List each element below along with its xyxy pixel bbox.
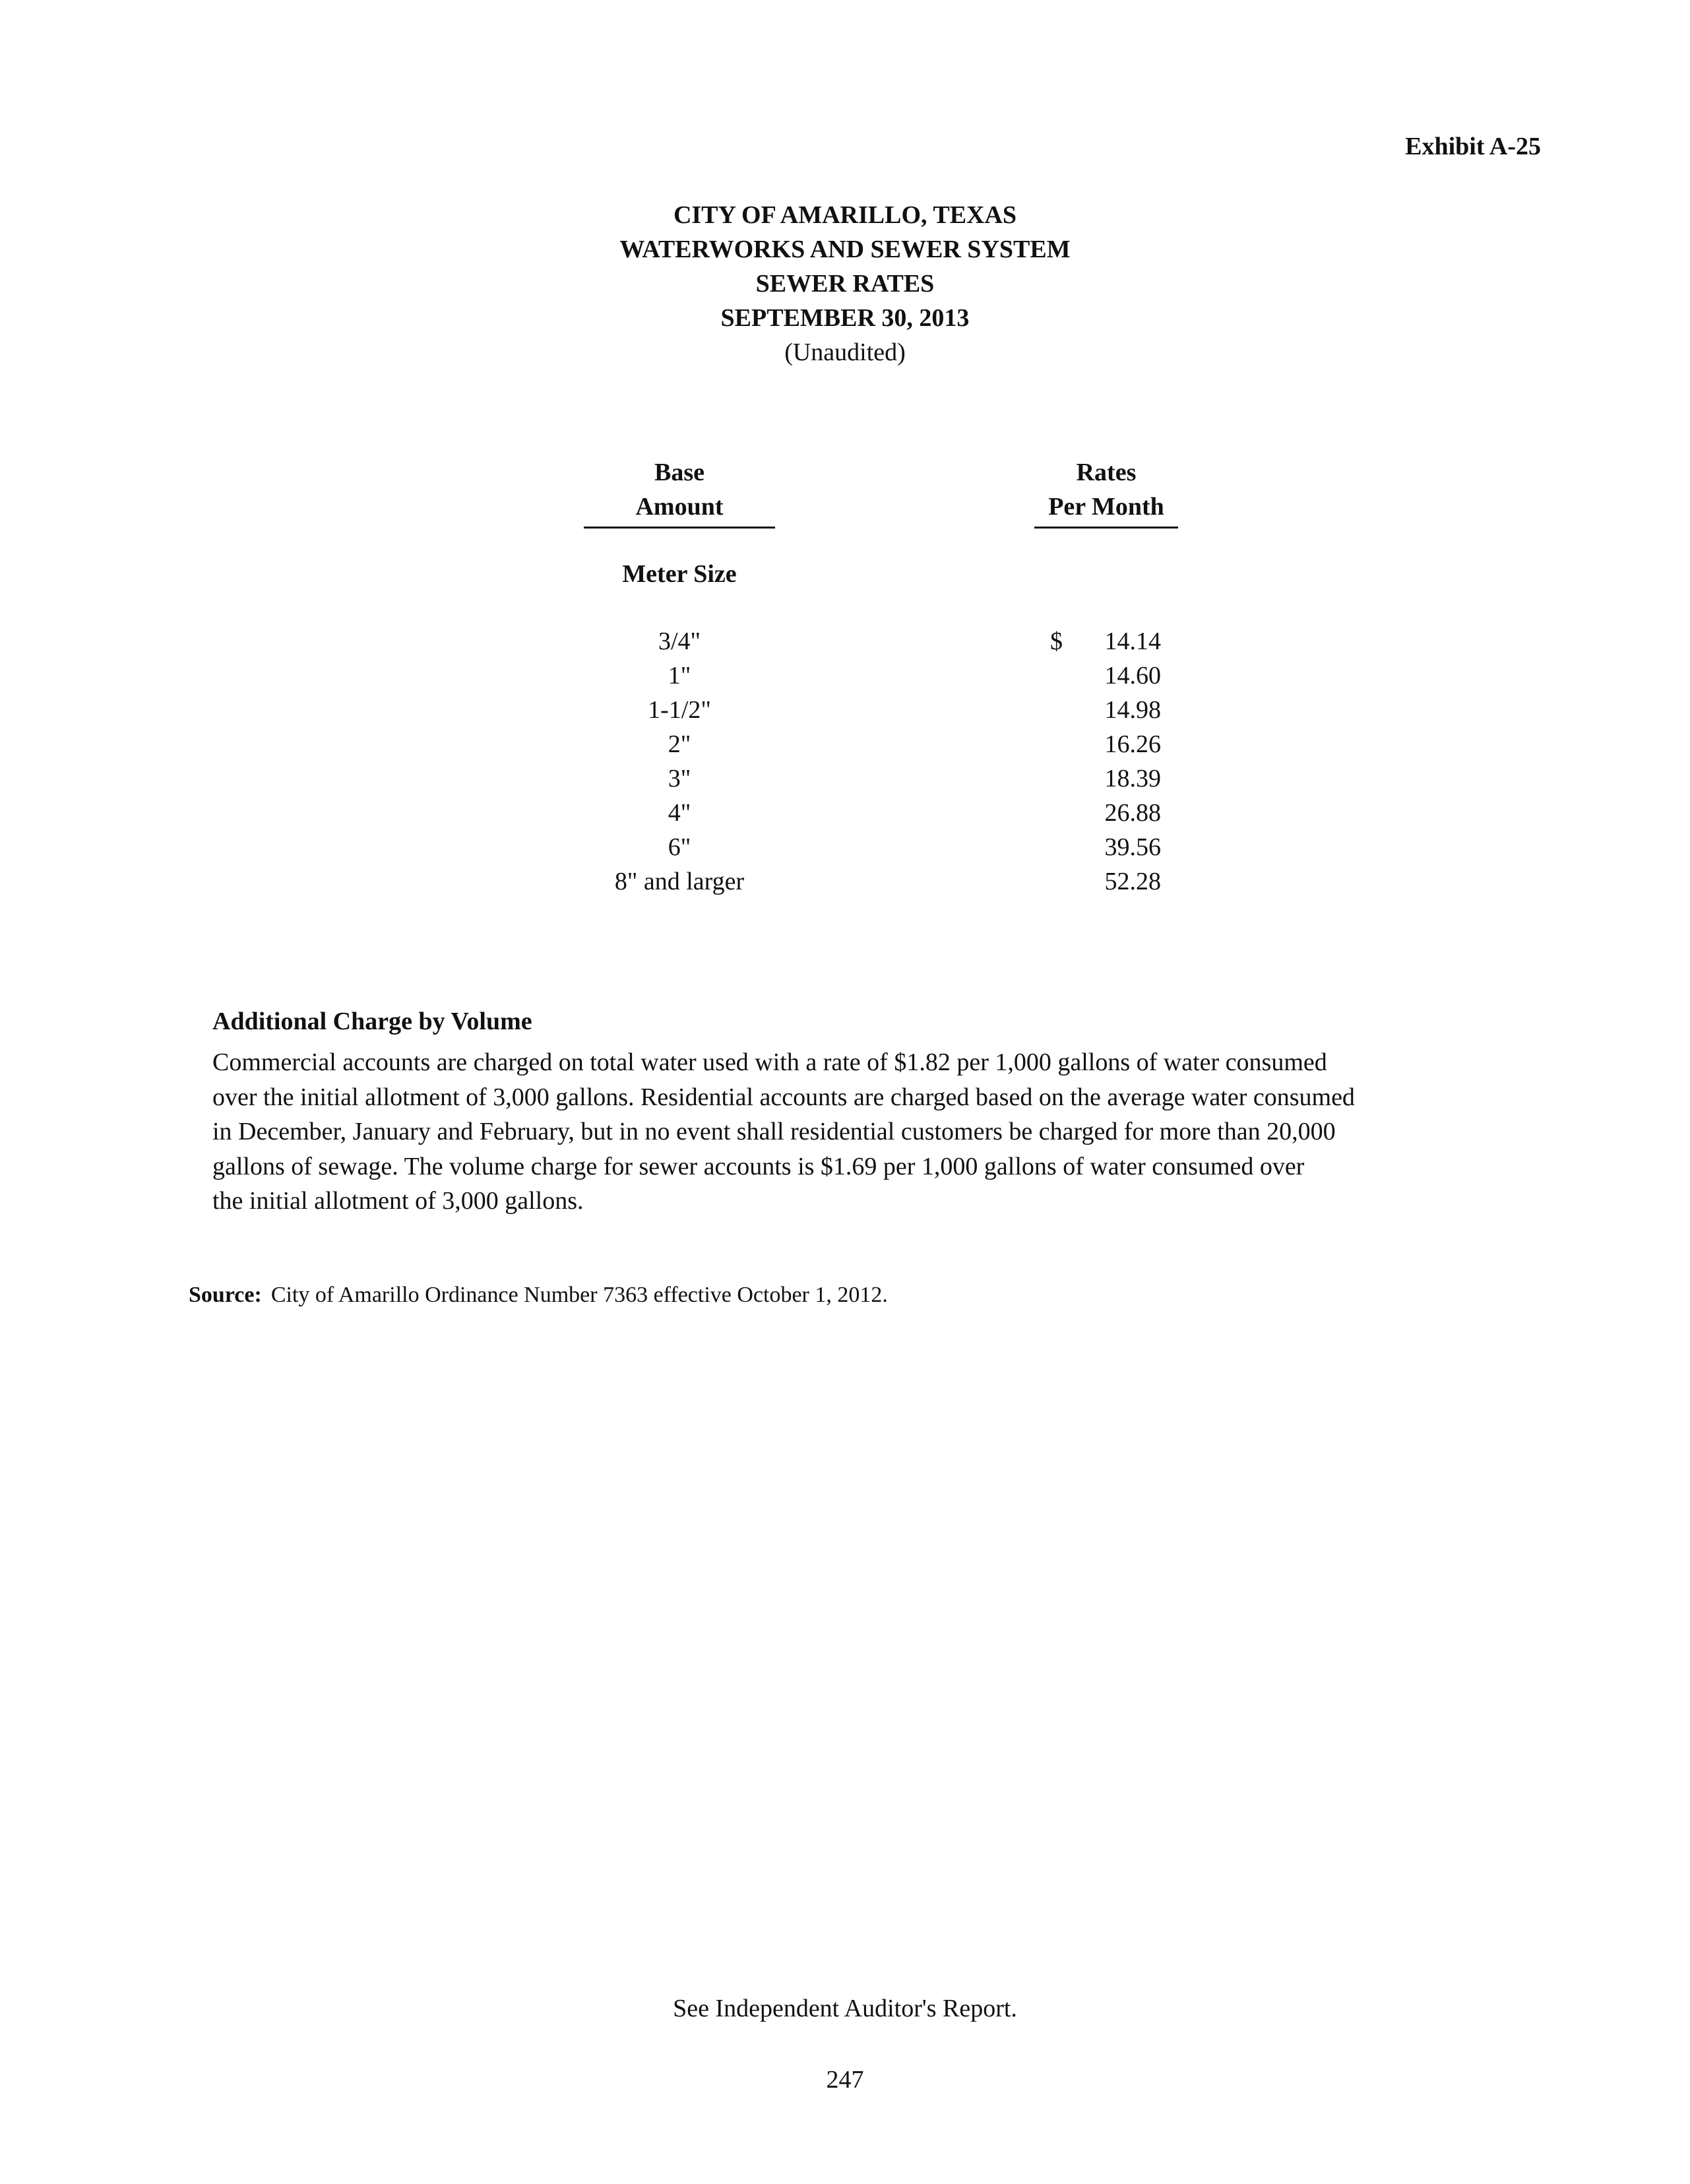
rates-head-line1: Rates — [1076, 459, 1137, 486]
base-head-line2: Amount — [584, 490, 775, 529]
header-system: WATERWORKS AND SEWER SYSTEM — [619, 236, 1071, 263]
additional-charge-paragraph — [212, 1045, 1439, 1219]
meter-size: 2" — [668, 730, 691, 758]
table-row — [0, 627, 1690, 661]
paragraph-line: in December, January and February, but in no event shall residential customers be charged for more than 20,000 — [212, 1118, 1336, 1145]
meter-size: 8" and larger — [614, 868, 745, 895]
table-row — [0, 764, 1690, 798]
rate-value: 52.28 — [1104, 868, 1161, 895]
rate-value: 14.60 — [1104, 662, 1161, 690]
additional-charge-heading: Additional Charge by Volume — [212, 1008, 532, 1035]
currency-symbol: $ — [1050, 627, 1063, 655]
source-text: City of Amarillo Ordinance Number 7363 effective October 1, 2012. — [270, 1283, 888, 1307]
paragraph-line: the initial allotment of 3,000 gallons. — [212, 1187, 584, 1215]
meter-size: 1" — [668, 662, 691, 690]
rate-value: 14.14 — [1104, 627, 1161, 655]
rate-value: 18.39 — [1104, 765, 1161, 792]
table-row — [0, 867, 1690, 901]
rate-value: 26.88 — [1104, 799, 1161, 827]
header-unaudited: (Unaudited) — [784, 338, 906, 366]
base-head-line1: Base — [654, 459, 704, 486]
paragraph-line: Commercial accounts are charged on total water used with a rate of $1.82 per 1,000 gallons of water consumed — [212, 1048, 1327, 1076]
rates-column-header — [1034, 455, 1178, 529]
page-number: 247 — [826, 2066, 864, 2094]
table-row — [0, 798, 1690, 833]
source-note — [189, 1283, 888, 1308]
rate-value: 14.98 — [1104, 696, 1161, 724]
meter-size: 3/4" — [658, 627, 701, 655]
header-title: SEWER RATES — [755, 270, 935, 298]
paragraph-line: gallons of sewage. The volume charge for sewer accounts is $1.69 per 1,000 gallons of water consumed over — [212, 1152, 1305, 1180]
rate-value: 16.26 — [1104, 730, 1161, 758]
document-header — [0, 198, 1690, 369]
meter-size: 4" — [668, 799, 691, 827]
rates-head-line2: Per Month — [1034, 490, 1178, 529]
header-city: CITY OF AMARILLO, TEXAS — [673, 201, 1017, 229]
base-amount-column-header — [584, 455, 775, 529]
meter-size: 3" — [668, 765, 691, 792]
table-row — [0, 661, 1690, 695]
rate-value: 39.56 — [1104, 833, 1161, 861]
table-row — [0, 833, 1690, 867]
paragraph-line: over the initial allotment of 3,000 gallons. Residential accounts are charged based on the average water consumed — [212, 1083, 1355, 1111]
meter-size: 1-1/2" — [648, 696, 711, 724]
header-date: SEPTEMBER 30, 2013 — [720, 304, 970, 332]
exhibit-label: Exhibit A-25 — [1405, 133, 1541, 160]
auditor-report-note: See Independent Auditor's Report. — [673, 1995, 1017, 2022]
meter-size-label: Meter Size — [622, 560, 737, 588]
meter-size: 6" — [668, 833, 691, 861]
table-row — [0, 695, 1690, 730]
table-row — [0, 730, 1690, 764]
source-label: Source: — [189, 1283, 262, 1307]
